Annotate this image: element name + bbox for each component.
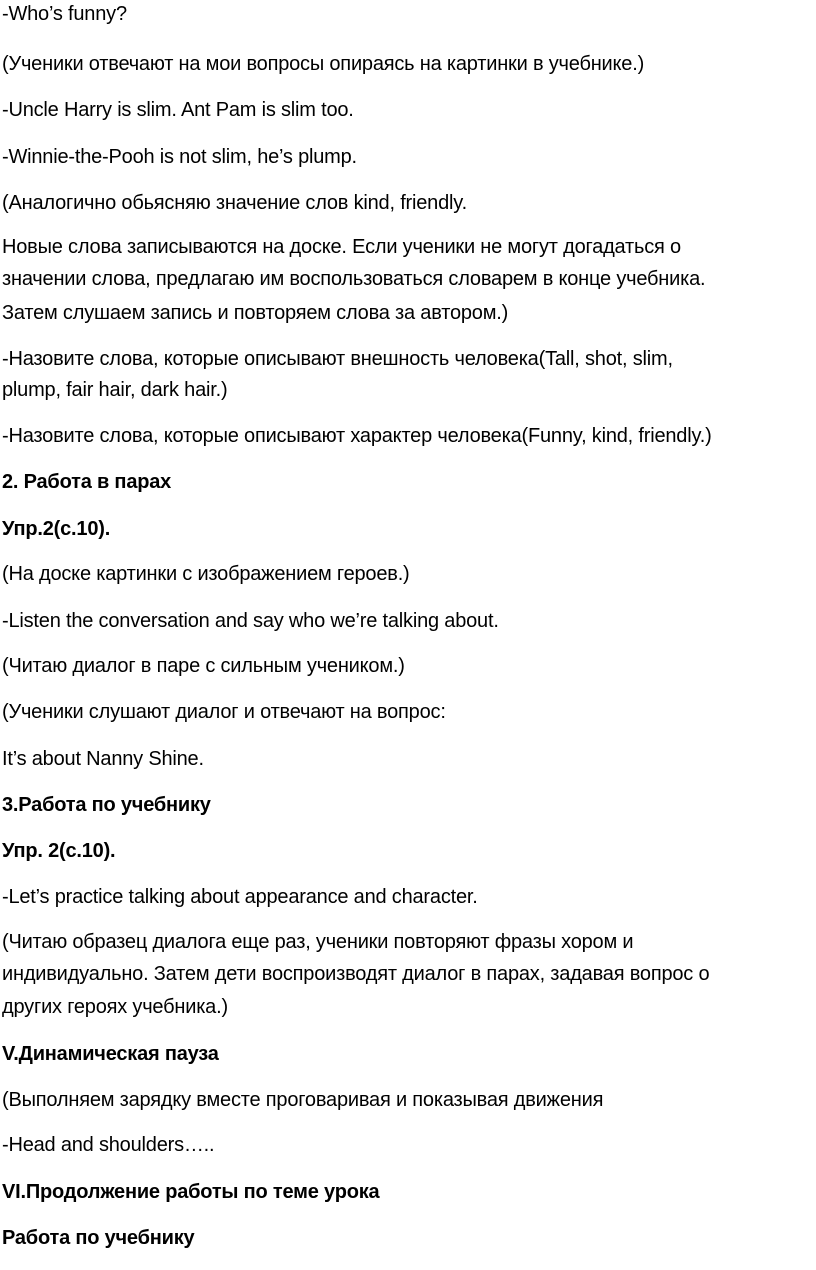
section-heading: Работа по учебнику — [2, 1227, 195, 1249]
text-line: индивидуально. Затем дети воспроизводят диалог в парах, задавая вопрос о — [2, 963, 710, 985]
text-line: -Назовите слова, которые описывают характер человека(Funny, kind, friendly.) — [2, 425, 712, 447]
section-heading: 2. Работа в парах — [2, 471, 172, 493]
section-heading: V.Динамическая пауза — [2, 1043, 219, 1065]
section-heading: VI.Продолжение работы по теме урока — [2, 1181, 380, 1203]
text-line: (Аналогично обьясняю значение слов kind, friendly. — [2, 192, 467, 214]
text-line: plump, fair hair, dark hair.) — [2, 379, 228, 401]
text-line: -Назовите слова, которые описывают внешность человека(Tall, shot, slim, — [2, 348, 673, 370]
exercise-heading: Упр. 2(с.10). — [2, 840, 116, 862]
text-line: (Читаю диалог в паре с сильным учеником.) — [2, 655, 405, 677]
text-line: (Выполняем зарядку вместе проговаривая и показывая движения — [2, 1089, 604, 1111]
text-line: -Who’s funny? — [2, 3, 127, 25]
text-line: -Uncle Harry is slim. Ant Pam is slim too. — [2, 99, 354, 121]
text-line: других героях учебника.) — [2, 996, 228, 1018]
text-line: -Head and shoulders….. — [2, 1134, 215, 1156]
text-line: -Winnie-the-Pooh is not slim, he’s plump. — [2, 146, 357, 168]
text-line: значении слова, предлагаю им воспользоваться словарем в конце учебника. — [2, 268, 706, 290]
text-line: Новые слова записываются на доске. Если ученики не могут догадаться о — [2, 236, 681, 258]
text-line: -Let’s practice talking about appearance and character. — [2, 886, 478, 908]
text-line: (Ученики слушают диалог и отвечают на вопрос: — [2, 701, 446, 723]
section-heading: 3.Работа по учебнику — [2, 794, 211, 816]
text-line: Затем слушаем запись и повторяем слова за автором.) — [2, 302, 509, 324]
text-line: (На доске картинки с изображением героев.) — [2, 563, 410, 585]
text-line: It’s about Nanny Shine. — [2, 748, 204, 770]
exercise-heading: Упр.2(с.10). — [2, 518, 111, 540]
text-line: (Ученики отвечают на мои вопросы опираясь на картинки в учебнике.) — [2, 53, 645, 75]
text-line: (Читаю образец диалога еще раз, ученики повторяют фразы хором и — [2, 931, 634, 953]
text-line: -Listen the conversation and say who we’re talking about. — [2, 610, 499, 632]
